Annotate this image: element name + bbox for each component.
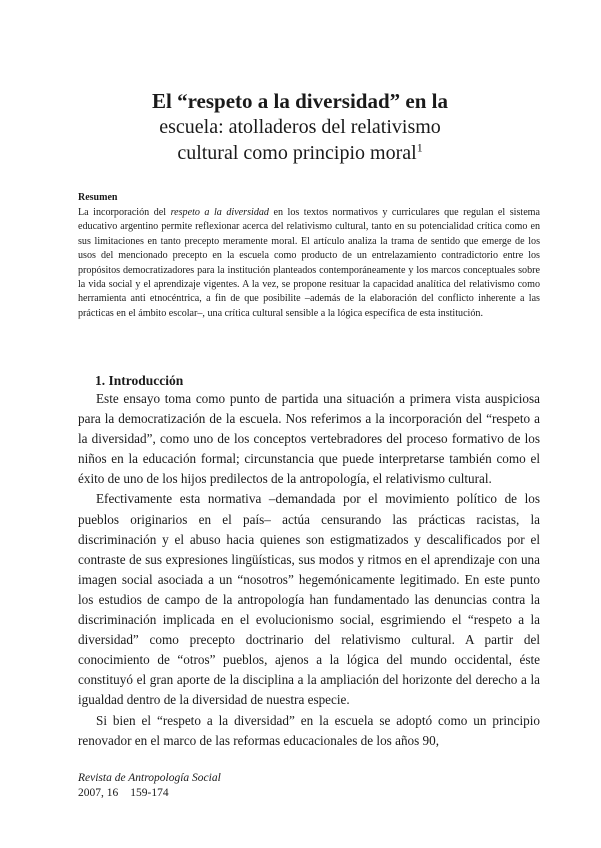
body-paragraph-1: Este ensayo toma como punto de partida una situación a primera vista auspiciosa para la democratización de la escuela. Nos referimos a la incorporación del “respeto a la diversidad”, como uno de los conceptos vertebradores del proceso formativo de los niños en la educación formal; circunstancia que puede interpretarse también como el éxito de uno de los hijos predilectos de la antropología, el relativismo cultural.: [78, 391, 540, 487]
section-body: [78, 389, 540, 751]
title-line-1: El “respeto a la diversidad” en la: [152, 89, 448, 113]
title-line-2: escuela: atolladeros del relativismo: [159, 116, 441, 138]
journal-name: Revista de Antropología Social: [78, 772, 221, 784]
year-volume: 2007, 16: [78, 787, 119, 799]
abstract-text-pre: La incorporación del: [78, 207, 171, 218]
body-paragraph-2: Efectivamente esta normativa –demandada por el movimiento político de los pueblos originarios en el país– actúa censurando las prácticas racistas, la discriminación y el abuso hacia quienes son estigmatizados y descalificados por el contraste de sus expresiones lingüísticas, sus modos y ritmos en el aprendizaje con una imagen social asociada a un “nosotros” hegemónicamente legitimado. En este punto los estudios de campo de la antropología han fundamentado las denuncias contra la discriminación implicada en el evolucionismo social, esgrimiendo el “respeto a la diversidad” como precepto doctrinario del relativismo cultural. A partir del conocimiento de “otros” pueblos, ajenos a la lógica del mundo occidental, éste constituyó el gran aporte de la disciplina a la ampliación del horizonte del derecho a la igualdad dentro de la diversidad de nuestra especie.: [78, 491, 540, 708]
page-range: 159-174: [130, 787, 169, 799]
page-footer: [78, 771, 221, 801]
abstract-text-post: en los textos normativos y curriculares que regulan el sistema educativo argentino permite reflexionar acerca del relativismo cultural, tanto en su potencialidad crítica como en sus limitaciones en tanto precepto meramente moral. El artículo analiza la trama de sentido que emerge de los usos del mencionado precepto en la escuela como producto de un entrelazamiento contradictorio entre los propósitos democratizadores para la institución planteados contemporáneamente y los marcos conceptuales sobre la vida social y el aprendizaje vigentes. A la vez, se propone resituar la capacidad analítica del relativismo como herramienta anti etnocéntrica, a fin de que posibilite –además de la elaboración del conflicto inherente a las prácticas en el ámbito escolar–, una crítica cultural sensible a la lógica específica de esta institución.: [78, 207, 541, 319]
abstract-heading: Resumen: [78, 192, 118, 203]
article-title: [60, 88, 540, 166]
title-line-3: [60, 140, 540, 166]
abstract-body: [78, 206, 540, 321]
citation-line: [78, 786, 221, 801]
abstract-text-italic: respeto a la diversidad: [170, 207, 269, 218]
section-heading: 1. Introducción: [95, 373, 184, 388]
footnote-marker[interactable]: 1: [416, 140, 423, 155]
title-line-3-text: cultural como principio moral: [177, 142, 417, 164]
body-paragraph-3: Si bien el “respeto a la diversidad” en la escuela se adoptó como un principio renovador en el marco de las reformas educacionales de los años 90,: [78, 712, 540, 748]
